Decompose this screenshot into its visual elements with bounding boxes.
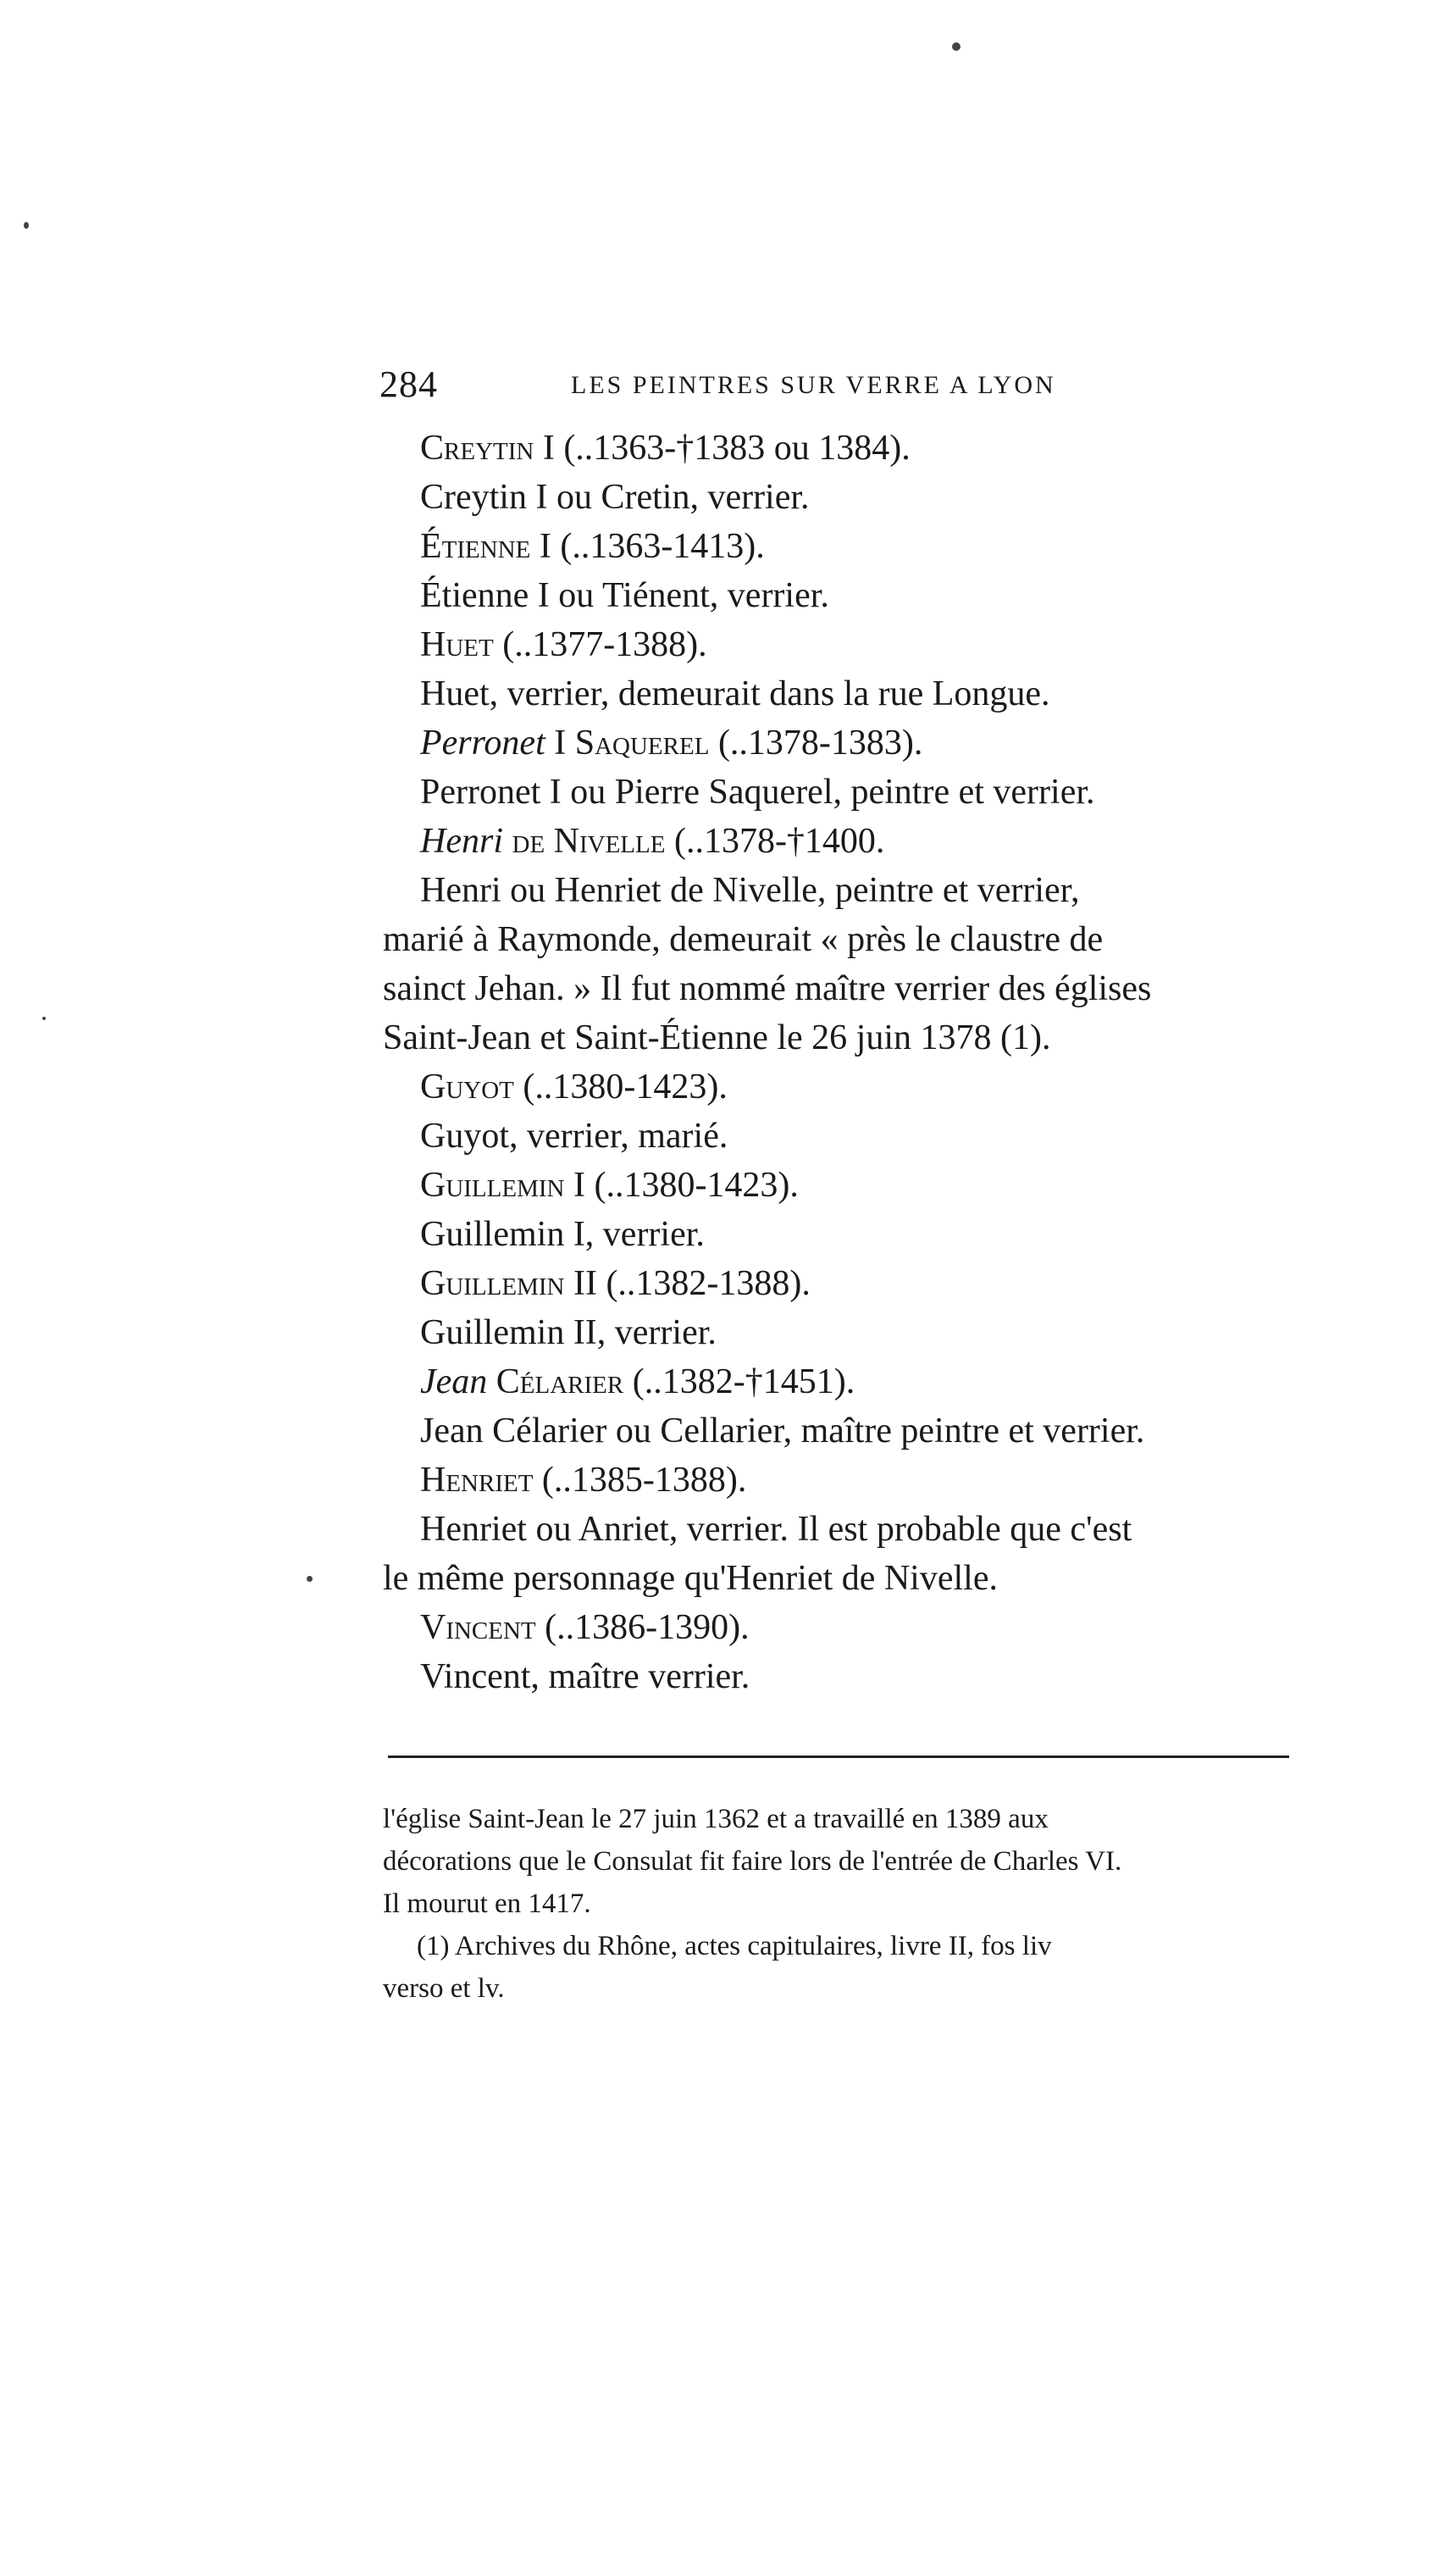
entry-description: Étienne I ou Tiénent, verrier.	[420, 576, 829, 615]
entry-description: Henri ou Henriet de Nivelle, peintre et verrier,	[420, 871, 1080, 910]
footnote-line: verso et lv.	[383, 1973, 505, 2004]
page-header	[379, 363, 1294, 413]
entry-description-continued: Saint-Jean et Saint-Étienne le 26 juin 1378 (1).	[383, 1018, 1051, 1057]
entry-heading: Perronet I Saquerel (..1378-1383).	[420, 724, 923, 763]
entry-heading: Creytin I (..1363-†1383 ou 1384).	[420, 429, 911, 468]
entry-heading: Guillemin I (..1380-1423).	[420, 1166, 799, 1205]
entry-description: Guillemin I, verrier.	[420, 1215, 705, 1254]
entry-heading: Jean Célarier (..1382-†1451).	[420, 1362, 855, 1401]
entry-description: Guillemin II, verrier.	[420, 1313, 717, 1352]
entry-heading: Henriet (..1385-1388).	[420, 1461, 747, 1500]
entry-heading: Guyot (..1380-1423).	[420, 1068, 728, 1107]
entry-description: Vincent, maître verrier.	[420, 1657, 750, 1696]
entry-heading: Huet (..1377-1388).	[420, 625, 707, 664]
scan-speck	[952, 42, 961, 51]
scan-speck	[42, 1017, 46, 1020]
footnote-line: décorations que le Consulat fit faire lors de l'entrée de Charles VI.	[383, 1846, 1122, 1877]
footnote-line: l'église Saint-Jean le 27 juin 1362 et a travaillé en 1389 aux	[383, 1804, 1049, 1834]
footnotes	[383, 1798, 1293, 2010]
footnote-line: (1) Archives du Rhône, actes capitulaires, livre II, fos liv	[417, 1931, 1052, 1961]
entry-description-continued: marié à Raymonde, demeurait « près le claustre de	[383, 920, 1104, 959]
entry-heading: Vincent (..1386-1390).	[420, 1608, 750, 1647]
footnote-separator	[388, 1756, 1289, 1758]
entry-description: Creytin I ou Cretin, verrier.	[420, 478, 810, 517]
entry-description: Henriet ou Anriet, verrier. Il est probable que c'est	[420, 1510, 1132, 1549]
entry-description: Perronet I ou Pierre Saquerel, peintre et verrier.	[420, 773, 1095, 812]
entry-description: Huet, verrier, demeurait dans la rue Longue.	[420, 674, 1050, 713]
main-text	[383, 424, 1293, 1701]
page-number: 284	[379, 363, 438, 405]
running-title: LES PEINTRES SUR VERRE A LYON	[571, 371, 1056, 399]
entry-heading: Étienne I (..1363-1413).	[420, 527, 765, 566]
entry-description-continued: sainct Jehan. » Il fut nommé maître verrier des églises	[383, 969, 1152, 1008]
scan-speck	[24, 222, 29, 229]
entry-heading: Guillemin II (..1382-1388).	[420, 1264, 811, 1303]
footnote-line: Il mourut en 1417.	[383, 1889, 591, 1919]
entry-heading: Henri de Nivelle (..1378-†1400.	[420, 822, 885, 861]
entry-description: Jean Célarier ou Cellarier, maître peintre et verrier.	[420, 1412, 1145, 1450]
entry-description-continued: le même personnage qu'Henriet de Nivelle.	[383, 1559, 998, 1598]
scan-speck	[307, 1576, 313, 1582]
entry-description: Guyot, verrier, marié.	[420, 1117, 728, 1156]
